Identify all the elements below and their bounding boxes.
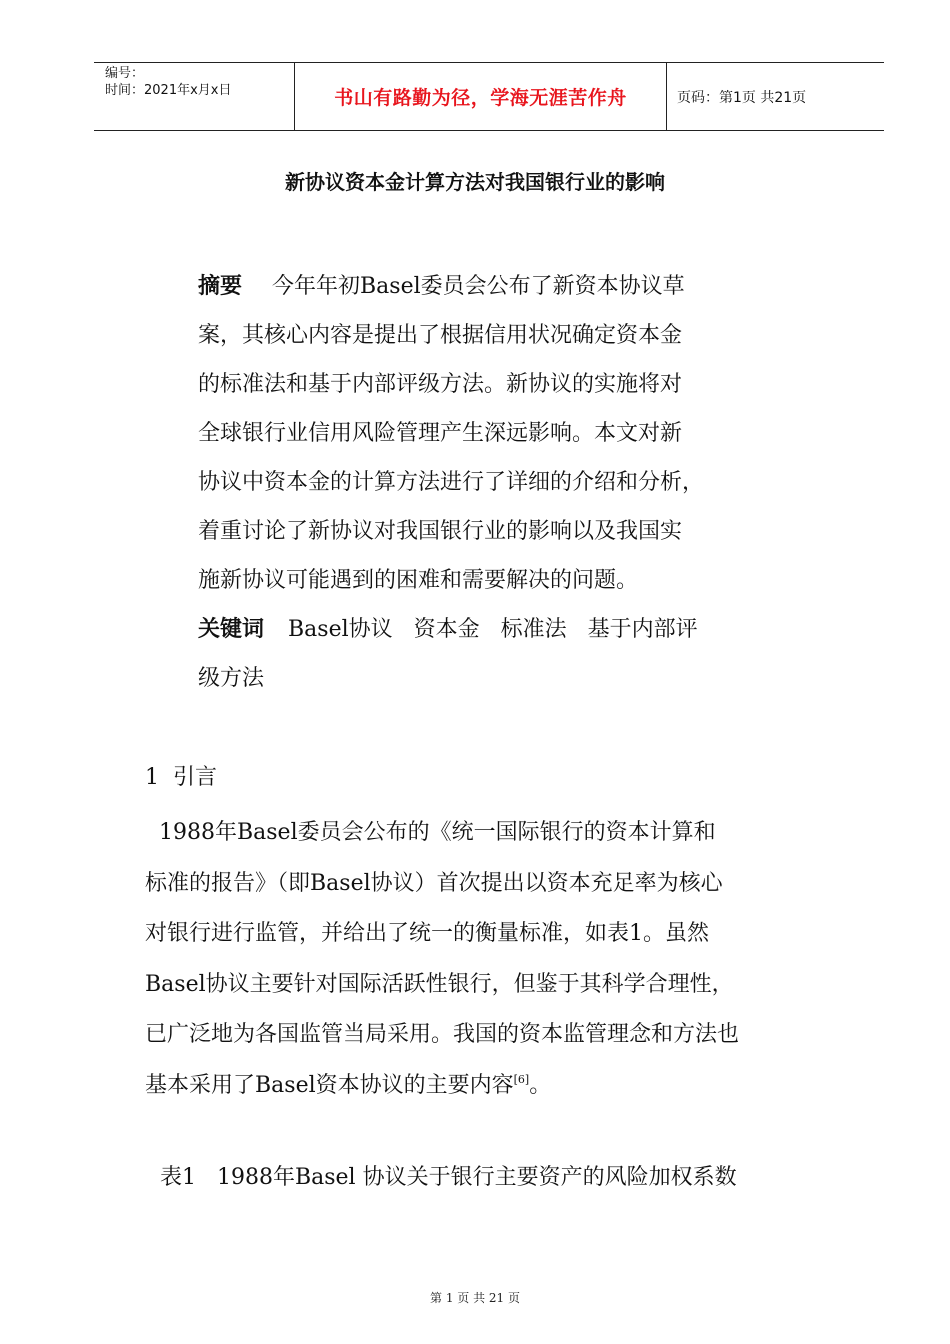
abstract-line: 今年年初Basel委员会公布了新资本协议草 [272,274,685,299]
keywords-second-line: 级方法 [198,666,265,691]
body-line-punct: 。 [529,1072,552,1098]
header-meta [94,63,295,130]
page-footer: 第 1 页 共 21 页 [430,1291,520,1305]
abstract-line: 协议中资本金的计算方法进行了详细的介绍和分析， [198,470,705,495]
header-time-label: 时间：2021年x月x日 [105,83,232,98]
header-motto: 书山有路勤为径，学海无涯苦作舟 [295,63,667,130]
body-line: Basel协议主要针对国际活跃性银行，但鉴于其科学合理性， [145,971,734,997]
body-line: 标准的报告》（即Basel协议）首次提出以资本充足率为核心 [145,870,723,896]
abstract-line: 案，其核心内容是提出了根据信用状况确定资本金 [198,323,683,348]
abstract-line: 着重讨论了新协议对我国银行业的影响以及我国实 [198,519,683,544]
table-caption: 表1 1988年Basel 协议关于银行主要资产的风险加权系数 [160,1165,737,1190]
abstract-block [198,262,798,703]
section-body [145,808,845,1111]
page-header [94,62,884,131]
keywords-first-line [198,605,798,654]
section-heading: 1 引言 [145,765,217,790]
document-title: 新协议资本金计算方法对我国银行业的影响 [285,170,665,194]
abstract-line: 的标准法和基于内部评级方法。新协议的实施将对 [198,372,683,397]
header-page-info: 页码：第1页 共21页 [677,89,807,106]
header-number-label: 编号： [105,66,145,81]
citation-superscript: [6] [513,1072,530,1086]
body-line: 1988年Basel委员会公布的《统一国际银行的资本计算和 [145,820,716,845]
body-last-line [145,1061,845,1112]
keywords-text: Basel协议 资本金 标准法 基于内部评 [288,617,698,642]
abstract-first-line [198,262,798,311]
body-line-text: 基本采用了Basel资本协议的主要内容 [145,1072,514,1098]
abstract-line: 全球银行业信用风险管理产生深远影响。本文对新 [198,421,683,446]
keywords-label: 关键词 [198,617,265,642]
body-line: 已广泛地为各国监管当局采用。我国的资本监管理念和方法也 [145,1022,740,1047]
abstract-line: 施新协议可能遇到的困难和需要解决的问题。 [198,568,639,593]
abstract-label: 摘要 [198,274,243,299]
body-line: 对银行进行监管，并给出了统一的衡量标准，如表1。虽然 [145,921,709,946]
